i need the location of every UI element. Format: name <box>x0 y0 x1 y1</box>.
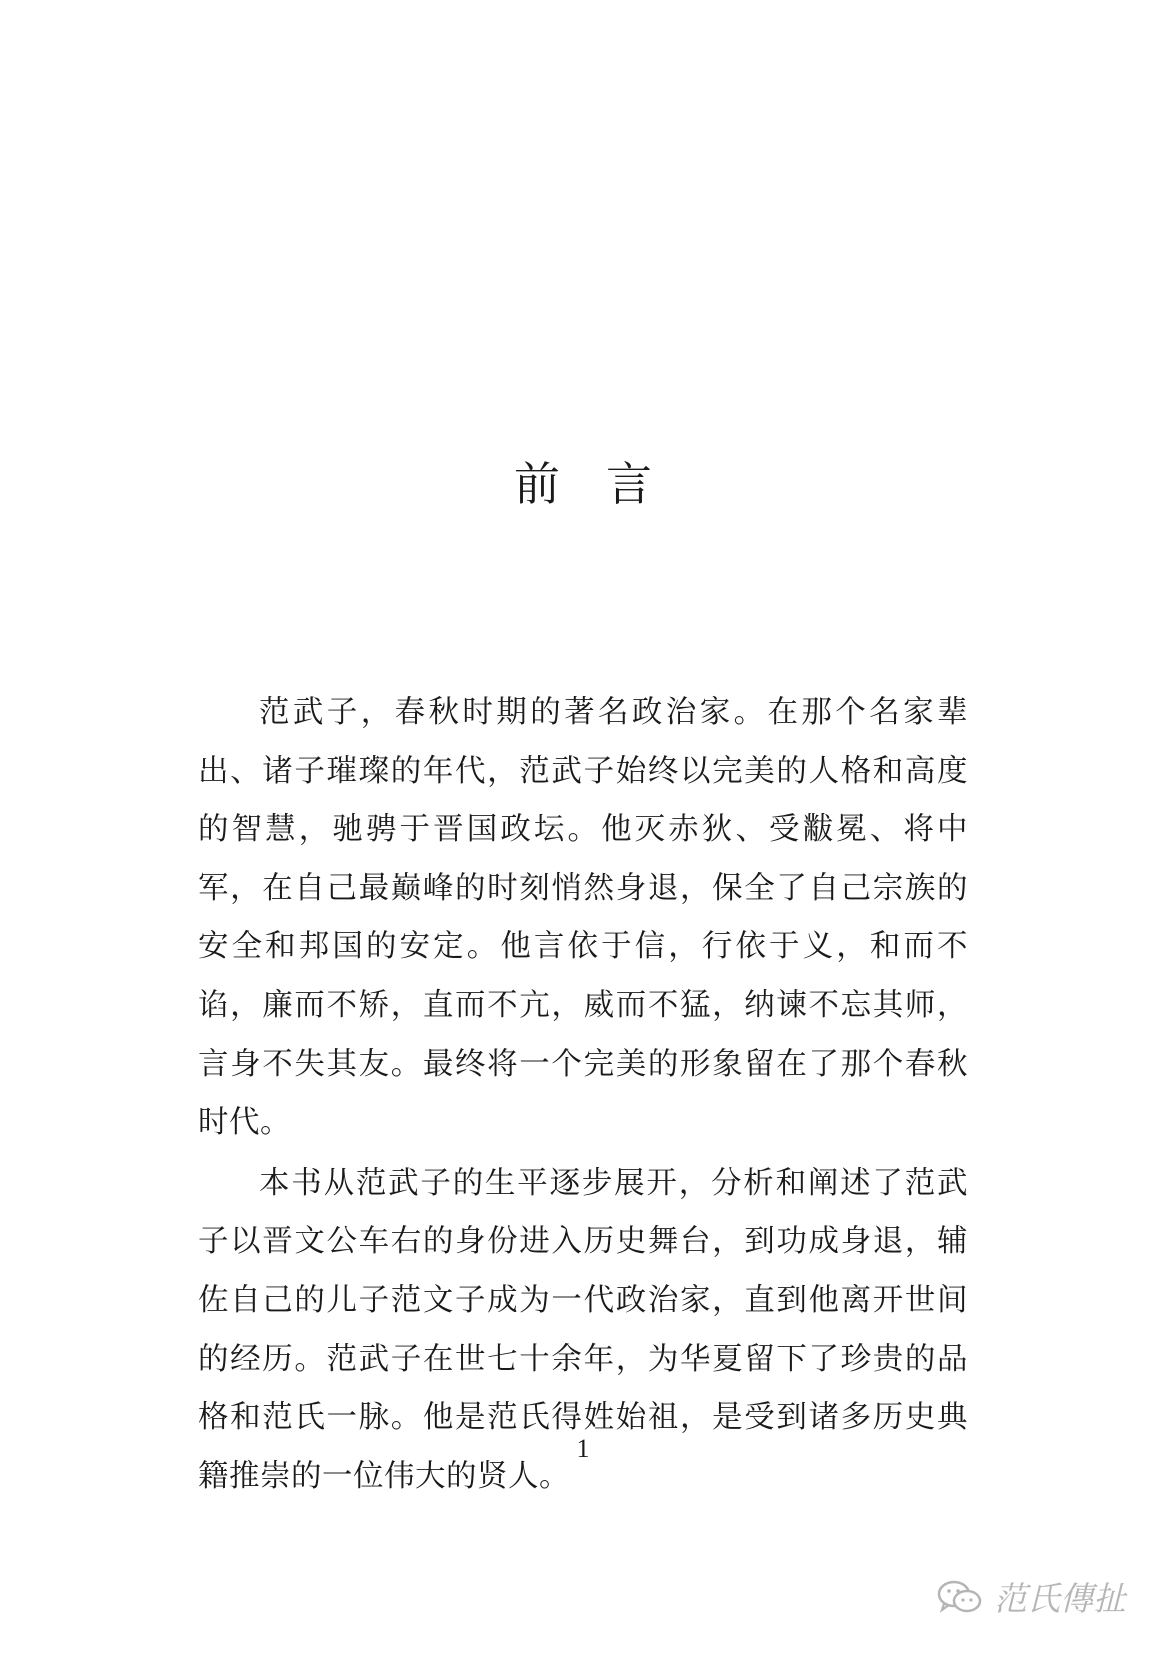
watermark <box>936 1573 1126 1620</box>
watermark-text: 范氏傳扯 <box>994 1579 1126 1618</box>
paragraph-2: 本书从范武子的生平逐步展开，分析和阐述了范武子以晋文公车右的身份进入历史舞台，到功成身退，辅佐自己的儿子范文子成为一代政治家，直到他离开世间的经历。范武子在世七十余年，为华夏留下了珍贵的品格和范氏一脉。他是范氏得姓始祖，是受到诸多历史典籍推崇的一位伟大的贤人。 <box>198 1165 968 1494</box>
paragraph-1: 范武子，春秋时期的著名政治家。在那个名家辈出、诸子璀璨的年代，范武子始终以完美的人格和高度的智慧，驰骋于晋国政坛。他灭赤狄、受黻冕、将中军，在自己最巅峰的时刻悄然身退，保全了自己宗族的安全和邦国的安定。他言依于信，行依于义，和而不谄，廉而不矫，直而不亢，威而不猛，纳谏不忘其师，言身不失其友。最终将一个完美的形象留在了那个春秋时代。 <box>198 695 968 1141</box>
body-text <box>198 684 968 1508</box>
page-number: 1 <box>576 1434 590 1463</box>
page-title: 前言 <box>514 457 698 511</box>
wechat-icon <box>936 1578 984 1616</box>
